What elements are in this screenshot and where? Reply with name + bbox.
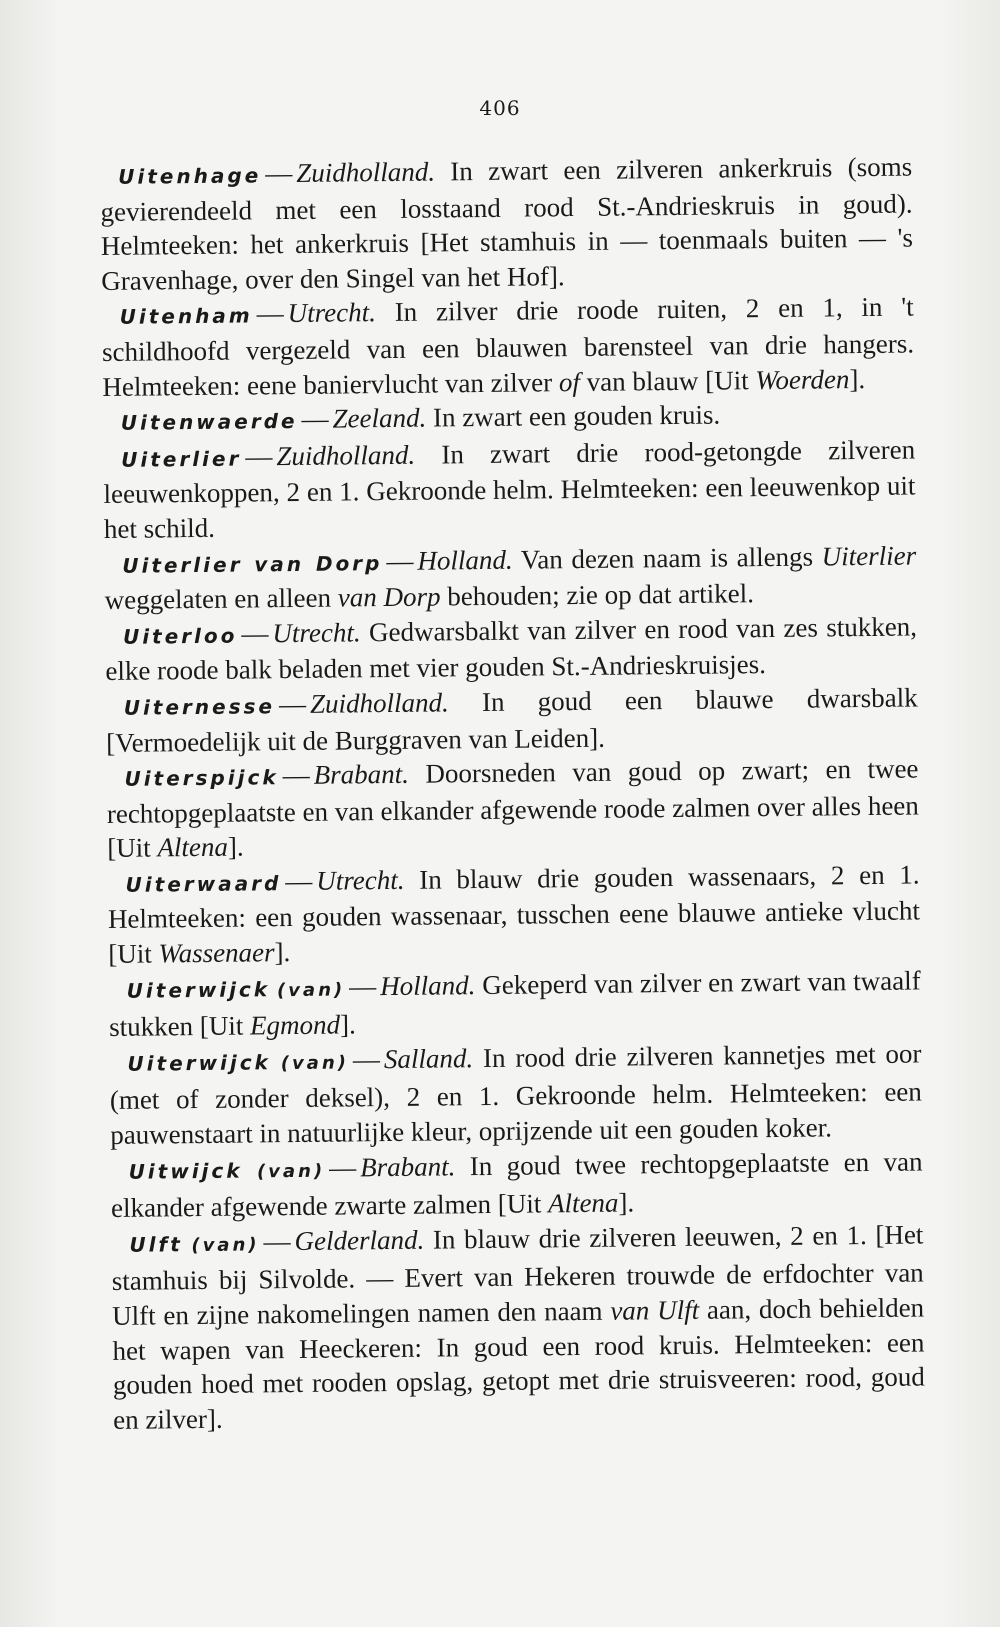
entry-text: Gedwarsbalkt van zilver en rood van zes stukken, elke roode balk beladen met vier gouden St.-Andrieskruisjes. [105, 611, 918, 687]
entry-name: Uitenham [119, 303, 253, 330]
entry-text: weggelaten en alleen [104, 582, 338, 616]
entry-region: Utrecht. [272, 617, 361, 648]
entry-uiternesse: Uiternesse — Zuidholland. In goud een blauwe dwarsbalk [Vermoedelijk uit de Burggraven van Leiden]. [105, 682, 918, 758]
entry-uiterlier: Uiterlier — Zuidholland. In zwart drie rood-getongde zilveren leeuwenkoppen, 2 en 1. Gekroonde helm. Helmteeken: een leeuwenkop uit het schild. [103, 434, 916, 544]
entry-region: Zeeland. [332, 402, 427, 434]
entry-region: Brabant. [313, 758, 410, 790]
entry-uiterwaard: Uiterwaard — Utrecht. In blauw drie gouden wassenaars, 2 en 1. Helmteeken: een gouden wassenaar, tusschen eene blauwe antieke vlucht [Uit Wassenaer]. [107, 859, 921, 970]
entry-text: In goud twee rechtopgeplaatste en van elkander afgewende zwarte zalmen [Uit [110, 1146, 923, 1224]
entry-name: Uitwijck [128, 1158, 243, 1184]
entry-uiterlier-van-dorp: Uiterlier van Dorp — Holland. Van dezen naam is allengs Uiterlier weggelaten en alleen van Dorp behouden; zie op dat artikel. [104, 540, 917, 616]
entry-text: In zwart een zilveren ankerkruis (soms gevierendeeld met een losstaand rood St.-Andrieskruis in goud). Helmteeken: het ankerkruis [Het stamhuis in — toenmaals buiten — 's Gravenhage, over den Singel van het Hof]. [100, 151, 914, 296]
entry-uitenham: Uitenham — Utrecht. In zilver drie roode ruiten, 2 en 1, in 't schildhoofd vergezeld van een blauwen barensteel van drie hangers. Helmteeken: eene baniervlucht van zilver of van blauw [Uit Woerden]. [101, 291, 915, 402]
entry-uiterwijck-salland: Uiterwijck (van) — Salland. In rood drie zilveren kannetjes met oor (met of zonder deksel), 2 en 1. Gekroonde helm. Helmteeken: een pauwenstaart in natuurlijke kleur, oprijzende uit een gouden koker. [109, 1038, 922, 1150]
entry-name-van: (van) [276, 979, 346, 1001]
entry-uitenwaerde: Uitenwaerde — Zeeland. In zwart een gouden kruis. [120, 399, 721, 435]
entry-name: Uiterlier [121, 446, 242, 472]
entry-region: Holland. [379, 969, 476, 1001]
entry-text-italic: Uiterlier [821, 540, 917, 571]
entry-region: Utrecht. [316, 864, 405, 896]
entry-name: Uiterwaard [125, 871, 282, 897]
entry-uiterspijck: Uiterspijck — Brabant. Doorsneden van goud op zwart; en twee rechtopgeplaatste en van elkander afgewende roode zalmen over alles heen [Uit Altena]. [106, 753, 919, 864]
text-body [100, 149, 925, 1437]
entry-text: Doorsneden van goud op zwart; en twee rechtopgeplaatste en van elkander afgewende roode zalmen over alles heen [Uit [106, 753, 919, 864]
entry-region: Zuidholland. [276, 439, 416, 471]
entry-text: In blauw drie zilveren leeuwen, 2 en 1. [Het stamhuis bij Silvolde. — Evert van Hekeren trouwde de erfdochter van Ulft en zijne nakomelingen namen den naam [111, 1219, 924, 1331]
entry-text: aan, doch behielden het wapen van Heeckeren: In goud een rood kruis. Helmteeken: een gouden hoed met rooden opslag, getopt met drie struisveeren: rood, goud en zilver]. [112, 1292, 925, 1435]
entry-name-van: (van) [191, 1234, 260, 1256]
entry-name: Uiterwijck [126, 976, 271, 1003]
entry-uiterwijck-holland: Uiterwijck (van) — Holland. Gekeperd van zilver en zwart van twaalf stukken [Uit Egmond]. [108, 965, 921, 1043]
entry-name: Uiternesse [123, 694, 276, 720]
entry-text: behouden; zie op dat artikel. [440, 578, 755, 612]
entry-region: Brabant. [359, 1150, 456, 1182]
entry-name: Uiterwijck [127, 1050, 272, 1076]
entry-text: van blauw [Uit [579, 364, 756, 397]
entry-name: Uitenhage [118, 163, 262, 189]
entry-text: In goud een blauwe dwarsbalk [Vermoedelijk uit de Burggraven van Leiden]. [105, 682, 918, 758]
page-number: 406 [479, 96, 521, 120]
entry-region: Zuidholland. [296, 156, 436, 188]
entry-text: Gekeperd van zilver en zwart van twaalf stukken [Uit [108, 965, 921, 1043]
entry-ulft: Ulft (van) — Gelderland. In blauw drie zilveren leeuwen, 2 en 1. [Het stamhuis bij Silvolde. — Evert van Hekeren trouwde de erfdochter van Ulft en zijne nakomelingen namen den naam van Ulft aan, doch behielden het wapen van Heeckeren: In goud een rood kruis. Helmteeken: een gouden hoed met rooden opslag, getopt met drie struisveeren: rood, goud en zilver]. [111, 1219, 925, 1435]
entry-text: ]. [339, 1009, 356, 1040]
entry-text-italic: Altena [157, 831, 229, 863]
entry-region: Utrecht. [287, 297, 377, 329]
entry-text-italic: Altena [547, 1187, 619, 1219]
entry-text: ]. [849, 363, 866, 394]
entry-text: ]. [227, 831, 244, 862]
entry-text-italic: Egmond [249, 1009, 341, 1041]
entry-name: Uitenwaerde [120, 409, 298, 435]
entry-uitenhage: Uitenhage — Zuidholland. In zwart een zilveren ankerkruis (soms gevierendeeld met een losstaand rood St.-Andrieskruis in goud). Helmteeken: het ankerkruis [Het stamhuis in — toenmaals buiten — 's Gravenhage, over den Singel van het Hof]. [100, 151, 914, 296]
entry-name-van: (van) [256, 1160, 326, 1183]
entry-name: Uiterspijck [124, 765, 279, 791]
entry-region: Gelderland. [294, 1224, 425, 1256]
entry-text-italic: van Ulft [610, 1294, 700, 1326]
entry-text: Van dezen naam is allengs [520, 540, 822, 575]
entry-region: Zuidholland. [309, 687, 449, 719]
entry-name-van: (van) [280, 1052, 350, 1074]
entry-name: Ulft [129, 1232, 183, 1257]
entry-text-italic: of [558, 366, 581, 397]
entry-text-italic: van Dorp [337, 581, 441, 613]
entry-name: Uiterlier van Dorp [122, 550, 383, 578]
entry-region: Holland. [417, 544, 513, 576]
entry-text: In zwart een gouden kruis. [432, 399, 721, 433]
entry-name: Uiterloo [122, 623, 238, 649]
entry-text: ]. [618, 1187, 635, 1218]
entry-text: In blauw drie gouden wassenaars, 2 en 1. Helmteeken: een gouden wassenaar, tusschen eene blauwe antieke vlucht [Uit [107, 859, 921, 970]
entry-region: Salland. [383, 1042, 474, 1074]
entry-uiterloo: Uiterloo — Utrecht. Gedwarsbalkt van zilver en rood van zes stukken, elke roode balk beladen met vier gouden St.-Andrieskruisjes. [105, 611, 918, 687]
entry-text-italic: Woerden [755, 363, 850, 395]
entry-text: ]. [274, 937, 291, 968]
entry-uitwijck: Uitwijck (van) — Brabant. In goud twee rechtopgeplaatste en van elkander afgewende zwarte zalmen [Uit Altena]. [110, 1146, 923, 1224]
entry-text: In zilver drie roode ruiten, 2 en 1, in 't schildhoofd vergezeld van een blauwen barensteel van drie hangers. Helmteeken: eene baniervlucht van zilver [101, 291, 915, 402]
entry-text: In zwart drie rood-getongde zilveren leeuwenkoppen, 2 en 1. Gekroonde helm. Helmteeken: een leeuwenkop uit het schild. [103, 434, 916, 544]
entry-text-italic: Wassenaer [158, 937, 275, 969]
entry-text: In rood drie zilveren kannetjes met oor (met of zonder deksel), 2 en 1. Gekroonde helm. Helmteeken: een pauwenstaart in natuurlijke kleur, oprijzende uit een gouden koker. [109, 1038, 922, 1150]
